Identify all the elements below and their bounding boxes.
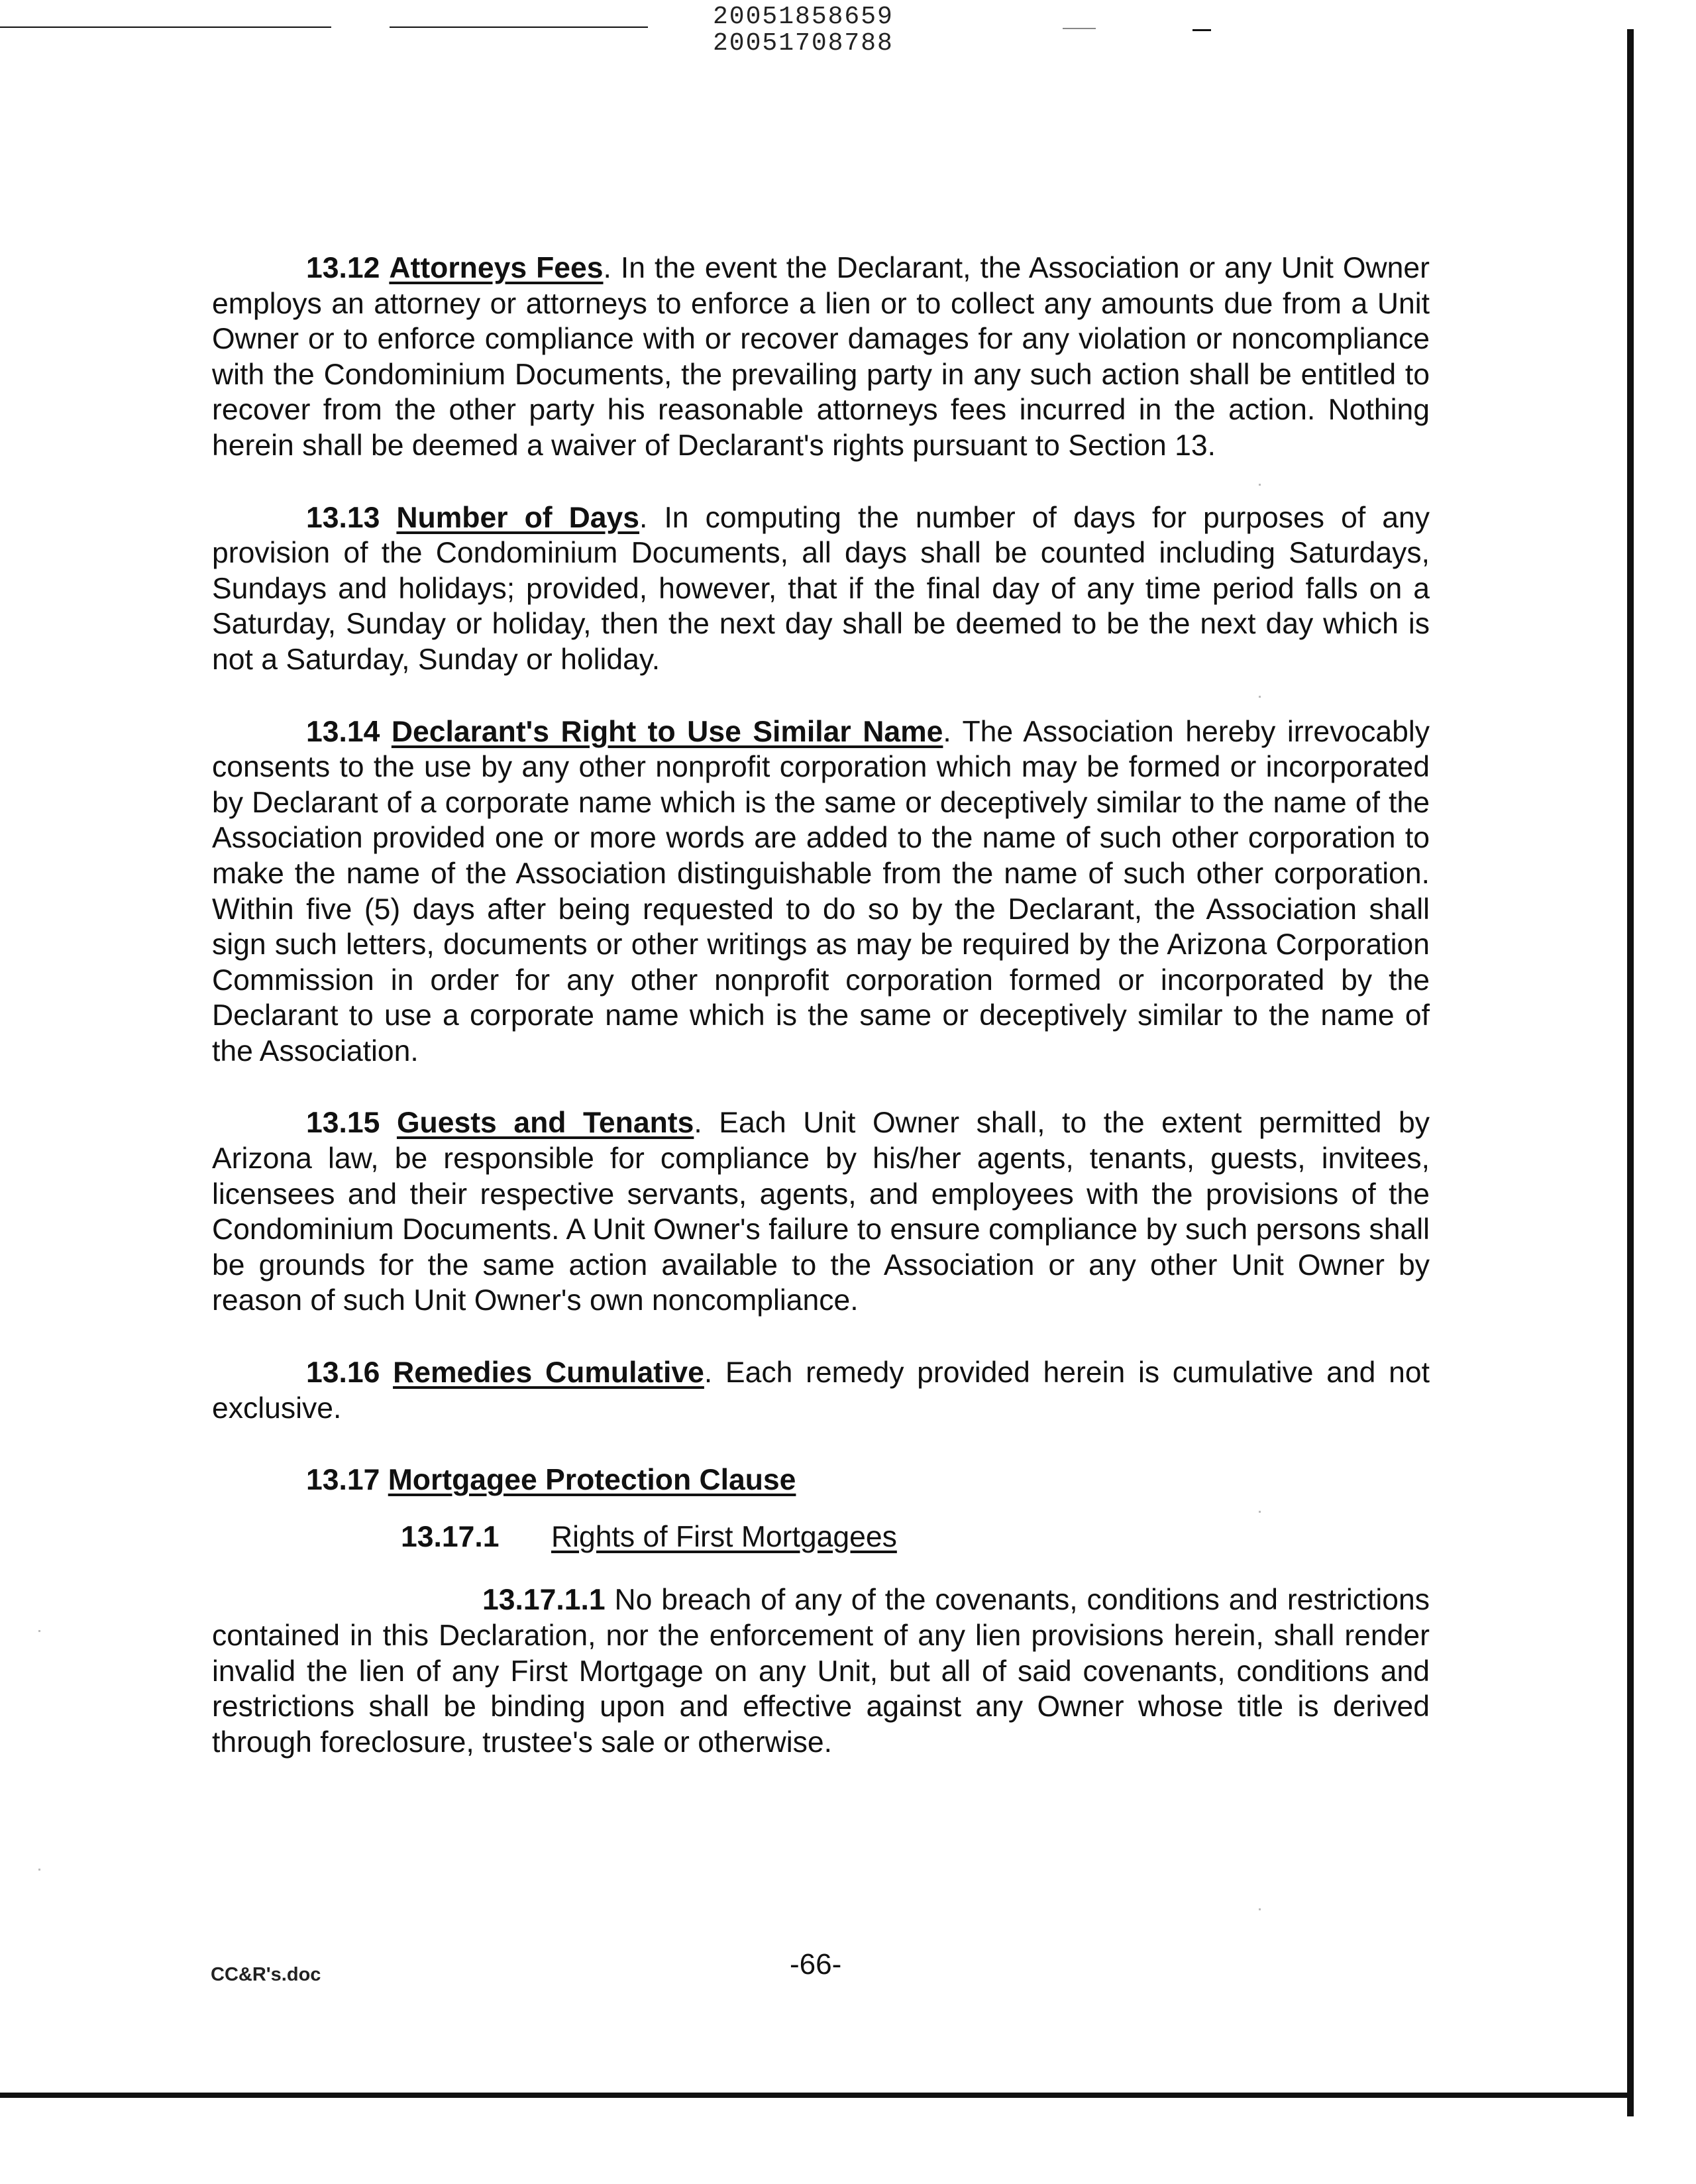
scan-speckle bbox=[1259, 1908, 1261, 1910]
section-13-15 bbox=[212, 1105, 1430, 1319]
scan-speckle bbox=[1259, 1511, 1261, 1513]
scan-bottom-border bbox=[0, 2093, 1634, 2098]
scan-speckle bbox=[38, 1869, 40, 1871]
section-text: . Each Unit Owner shall, to the extent permitted by Arizona law, be responsible for compliance by his/her agents, tenants, guests, invitees, licensees and their respective servants, agents, and employees with the provisions of the Condominium Documents. A Unit Owner's failure to ensure compliance by such persons shall be grounds for the same action available to the Association or any other Unit Owner by reason of such Unit Owner's own noncompliance. bbox=[212, 1107, 1430, 1317]
section-number: 13.12 bbox=[306, 252, 380, 284]
section-13-13 bbox=[212, 500, 1430, 678]
section-title: Mortgagee Protection Clause bbox=[388, 1464, 796, 1497]
section-number: 13.13 bbox=[306, 501, 380, 534]
section-number: 13.14 bbox=[306, 715, 380, 748]
section-number: 13.16 bbox=[306, 1356, 380, 1390]
scan-top-rule-left bbox=[0, 27, 331, 28]
scan-speckle bbox=[38, 1630, 40, 1632]
section-title: Guests and Tenants bbox=[396, 1107, 694, 1140]
section-title: Remedies Cumulative bbox=[393, 1356, 704, 1390]
subsection-text: No breach of any of the covenants, conditions and restrictions contained in this Declaration, nor the enforcement of any lien provisions herein, shall render invalid the lien of any First Mortgage on any Unit, but all of said covenants, conditions and restrictions shall be binding upon and effective against any Owner whose title is derived through foreclosure, trustee's sale or otherwise. bbox=[212, 1584, 1430, 1759]
section-title: Attorneys Fees bbox=[389, 252, 604, 284]
section-text: . The Association hereby irrevocably consents to the use by any other nonprofit corporation which may be formed or incorporated by Declarant of a corporate name which is the same or deceptively similar to the name of the Association provided one or more words are added to the name of such other corporation to make the name of the Association distinguishable from the name of such other corporation. Within five (5) days after being requested to do so by the Declarant, the Association shall sign such letters, documents or other writings as may be required by the Arizona Corporation Commission in order for any other nonprofit corporation formed or incorporated by the Declarant to use a corporate name which is the same or deceptively similar to the name of the Association. bbox=[212, 715, 1430, 1067]
footer-page-number: -66- bbox=[790, 1948, 842, 1981]
footer-file-name: CC&R's.doc bbox=[211, 1964, 321, 1985]
section-text: . In the event the Declarant, the Association or any Unit Owner employs an attorney or attorneys to enforce a lien or to collect any amounts due from a Unit Owner or to enforce compliance with or recover damages for any violation or noncompliance with the Condominium Documents, the prevailing party in any such action shall be entitled to recover from the other party his reasonable attorneys fees incurred in the action. Nothing herein shall be deemed a waiver of Declarant's rights pursuant to Section 13. bbox=[212, 252, 1430, 462]
section-number: 13.17 bbox=[306, 1464, 380, 1497]
section-13-17-1-1 bbox=[212, 1582, 1430, 1760]
section-13-17-heading bbox=[212, 1462, 1430, 1498]
document-body bbox=[212, 250, 1430, 1796]
scan-top-ticks bbox=[1063, 28, 1096, 29]
section-13-17-1-heading bbox=[212, 1519, 1430, 1555]
scan-speckle bbox=[1259, 484, 1261, 486]
section-13-12 bbox=[212, 250, 1430, 464]
scan-top-rule-mid bbox=[390, 27, 648, 28]
scan-top-rule-right bbox=[1192, 29, 1211, 31]
subsection-title: Rights of First Mortgagees bbox=[551, 1520, 897, 1553]
subsection-number: 13.17.1 bbox=[401, 1520, 500, 1553]
recording-number-2: 20051708788 bbox=[713, 29, 894, 58]
section-number: 13.15 bbox=[306, 1107, 380, 1140]
recording-number-1: 20051858659 bbox=[713, 3, 894, 31]
section-title: Declarant's Right to Use Similar Name bbox=[391, 715, 943, 748]
section-text: . In computing the number of days for purposes of any provision of the Condominium Documents, all days shall be counted including Saturdays, Sundays and holidays; provided, however, that if the final day of any time period falls on a Saturday, Sunday or holiday, then the next day shall be deemed to be the next day which is not a Saturday, Sunday or holiday. bbox=[212, 501, 1430, 676]
section-13-14 bbox=[212, 714, 1430, 1069]
scan-right-border bbox=[1627, 29, 1634, 2116]
section-text: . Each remedy provided herein is cumulative and not exclusive. bbox=[212, 1356, 1430, 1425]
section-title: Number of Days bbox=[396, 501, 640, 534]
recording-numbers bbox=[713, 4, 894, 57]
subsection-number: 13.17.1.1 bbox=[482, 1584, 606, 1617]
scan-speckle bbox=[1259, 696, 1261, 698]
section-13-16 bbox=[212, 1355, 1430, 1426]
